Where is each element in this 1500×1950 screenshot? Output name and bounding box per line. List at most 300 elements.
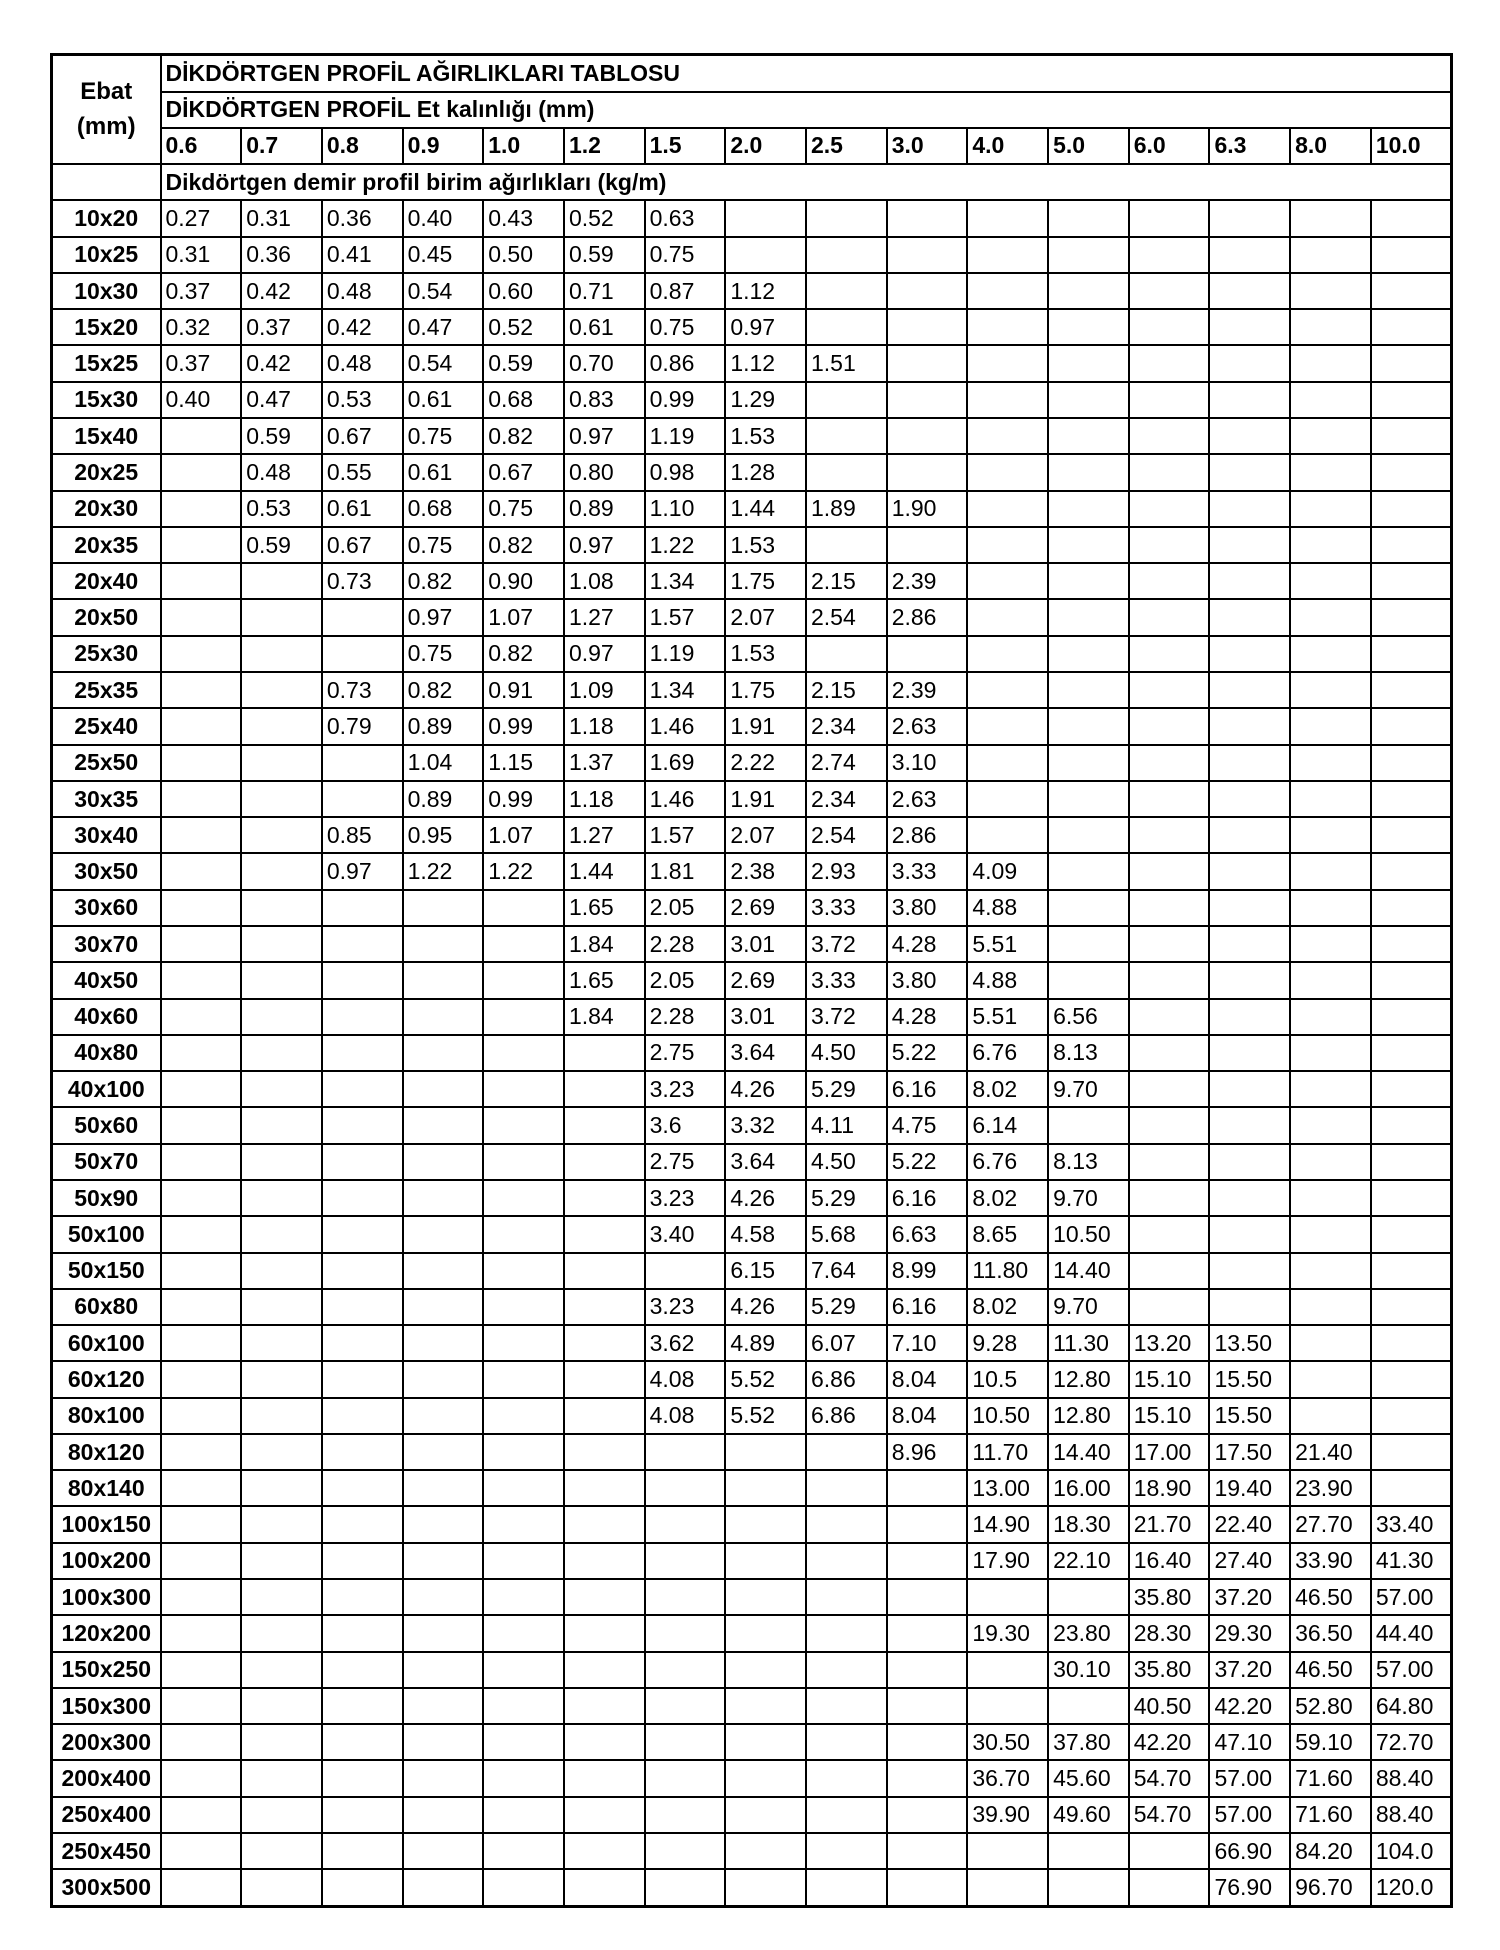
weight-cell: [725, 1615, 806, 1651]
weight-cell: 0.82: [483, 418, 564, 454]
weight-cell: [887, 273, 968, 309]
size-cell: 30x50: [52, 853, 161, 889]
weight-cell: [241, 1543, 322, 1579]
size-cell: 50x150: [52, 1253, 161, 1289]
table-row: [52, 890, 1452, 926]
weight-cell: 0.47: [403, 309, 484, 345]
table-row: [52, 962, 1452, 998]
weight-cell: 40.50: [1129, 1688, 1210, 1724]
weight-cell: 64.80: [1371, 1688, 1452, 1724]
weight-cell: 8.04: [887, 1361, 968, 1397]
weight-cell: 0.75: [483, 491, 564, 527]
weight-cell: [725, 1869, 806, 1906]
weight-cell: [967, 527, 1048, 563]
size-cell: 20x25: [52, 454, 161, 490]
weight-cell: [645, 1579, 726, 1615]
table-row: [52, 1470, 1452, 1506]
weight-cell: 0.50: [483, 237, 564, 273]
weight-cell: 15.10: [1129, 1398, 1210, 1434]
weight-cell: 8.13: [1048, 1144, 1129, 1180]
weight-cell: [483, 1289, 564, 1325]
weight-cell: 9.70: [1048, 1180, 1129, 1216]
weight-cell: 0.42: [322, 309, 403, 345]
weight-cell: 37.20: [1209, 1652, 1290, 1688]
weight-cell: [1129, 708, 1210, 744]
weight-cell: 2.74: [806, 745, 887, 781]
weight-cell: 6.86: [806, 1361, 887, 1397]
weight-cell: [1048, 418, 1129, 454]
weight-cell: 0.52: [564, 200, 645, 236]
weight-cell: [483, 1325, 564, 1361]
weight-cell: [887, 1869, 968, 1906]
weight-cell: [161, 636, 242, 672]
weight-cell: [1129, 1869, 1210, 1906]
weight-cell: [1290, 454, 1371, 490]
weight-cell: [161, 1615, 242, 1651]
table-row: [52, 200, 1452, 236]
weight-cell: 0.89: [564, 491, 645, 527]
size-cell: 50x70: [52, 1144, 161, 1180]
table-row: [52, 1615, 1452, 1651]
weight-cell: 1.75: [725, 672, 806, 708]
weight-cell: 7.10: [887, 1325, 968, 1361]
size-cell: 10x20: [52, 200, 161, 236]
weight-cell: 37.80: [1048, 1724, 1129, 1760]
weight-cell: [322, 1724, 403, 1760]
thickness-header: 2.5: [806, 128, 887, 164]
weight-cell: [1129, 1035, 1210, 1071]
weight-cell: [564, 1035, 645, 1071]
table-row: [52, 527, 1452, 563]
table-row: [52, 781, 1452, 817]
weight-cell: [241, 890, 322, 926]
weight-cell: [887, 1797, 968, 1833]
weight-cell: [1209, 1253, 1290, 1289]
weight-cell: [1048, 237, 1129, 273]
weight-cell: [161, 1325, 242, 1361]
size-cell: 300x500: [52, 1869, 161, 1906]
weight-cell: [1290, 1216, 1371, 1252]
weight-cell: [1209, 1289, 1290, 1325]
weight-cell: 1.57: [645, 599, 726, 635]
weight-cell: [403, 1543, 484, 1579]
table-row: [52, 817, 1452, 853]
weight-cell: [887, 1760, 968, 1796]
weight-cell: [1371, 636, 1452, 672]
weight-cell: 0.61: [322, 491, 403, 527]
weight-cell: 23.80: [1048, 1615, 1129, 1651]
weight-cell: 19.40: [1209, 1470, 1290, 1506]
weight-cell: [322, 1216, 403, 1252]
weight-cell: 1.34: [645, 672, 726, 708]
weight-cell: 0.37: [161, 345, 242, 381]
weight-cell: [483, 1107, 564, 1143]
weight-cell: 0.61: [403, 454, 484, 490]
weight-cell: 0.40: [403, 200, 484, 236]
weight-cell: 0.89: [403, 708, 484, 744]
weight-cell: 5.29: [806, 1180, 887, 1216]
weight-cell: 47.10: [1209, 1724, 1290, 1760]
weight-cell: [1371, 1107, 1452, 1143]
size-cell: 25x50: [52, 745, 161, 781]
weight-cell: [322, 1506, 403, 1542]
weight-cell: [887, 1615, 968, 1651]
weight-cell: [161, 491, 242, 527]
weight-cell: 2.28: [645, 999, 726, 1035]
weight-cell: [1371, 309, 1452, 345]
weight-cell: [403, 1833, 484, 1869]
weight-cell: [887, 1543, 968, 1579]
weight-cell: [967, 1869, 1048, 1906]
weight-cell: 4.28: [887, 926, 968, 962]
weight-cell: [483, 1180, 564, 1216]
weight-cell: [1290, 599, 1371, 635]
weight-cell: [1290, 309, 1371, 345]
weight-cell: 17.90: [967, 1543, 1048, 1579]
size-cell: 250x450: [52, 1833, 161, 1869]
table-row: [52, 1579, 1452, 1615]
weight-cell: 9.70: [1048, 1289, 1129, 1325]
weight-cell: [161, 1833, 242, 1869]
weight-cell: [322, 962, 403, 998]
weight-cell: [645, 1506, 726, 1542]
weight-cell: 0.59: [241, 418, 322, 454]
weight-cell: 0.61: [564, 309, 645, 345]
weight-cell: [322, 1398, 403, 1434]
weight-cell: [1371, 1071, 1452, 1107]
weight-cell: 2.63: [887, 781, 968, 817]
weight-cell: 4.58: [725, 1216, 806, 1252]
weight-cell: [1129, 817, 1210, 853]
weight-cell: [241, 962, 322, 998]
weight-cell: [887, 418, 968, 454]
table-row: [52, 454, 1452, 490]
weight-cell: 0.87: [645, 273, 726, 309]
thickness-header: 1.5: [645, 128, 726, 164]
weight-cell: 84.20: [1290, 1833, 1371, 1869]
weight-cell: [1048, 491, 1129, 527]
weight-cell: [241, 563, 322, 599]
table-title: DİKDÖRTGEN PROFİL AĞIRLIKLARI TABLOSU: [161, 55, 1452, 92]
weight-cell: [1209, 237, 1290, 273]
weight-cell: [241, 1688, 322, 1724]
weight-cell: 0.54: [403, 345, 484, 381]
weight-cell: [161, 999, 242, 1035]
weight-cell: [1209, 926, 1290, 962]
weight-cell: [564, 1144, 645, 1180]
weight-cell: [1048, 962, 1129, 998]
weight-cell: [806, 636, 887, 672]
weight-cell: 2.28: [645, 926, 726, 962]
weight-cell: 0.85: [322, 817, 403, 853]
weight-cell: 1.37: [564, 745, 645, 781]
weight-cell: [161, 418, 242, 454]
weight-cell: [1048, 636, 1129, 672]
weight-cell: [161, 1797, 242, 1833]
weight-cell: 0.99: [645, 382, 726, 418]
weight-cell: 88.40: [1371, 1760, 1452, 1796]
weight-cell: [1209, 563, 1290, 599]
weight-cell: [403, 1615, 484, 1651]
weight-cell: [1290, 745, 1371, 781]
weight-cell: [161, 890, 242, 926]
weight-cell: [887, 309, 968, 345]
weight-cell: [1129, 962, 1210, 998]
weight-cell: 4.75: [887, 1107, 968, 1143]
size-cell: 60x80: [52, 1289, 161, 1325]
weight-cell: [1209, 1071, 1290, 1107]
weight-cell: [967, 563, 1048, 599]
size-cell: 25x40: [52, 708, 161, 744]
size-cell: 20x35: [52, 527, 161, 563]
weight-cell: [806, 454, 887, 490]
weight-cell: [1048, 1107, 1129, 1143]
weight-cell: [564, 1107, 645, 1143]
weight-cell: 0.82: [403, 563, 484, 599]
weight-cell: 0.83: [564, 382, 645, 418]
weight-cell: [403, 1470, 484, 1506]
weight-cell: [161, 1688, 242, 1724]
table-row: [52, 999, 1452, 1035]
weight-cell: [241, 1579, 322, 1615]
weight-cell: [322, 1144, 403, 1180]
weight-cell: [645, 1615, 726, 1651]
weight-cell: [483, 1797, 564, 1833]
table-row: [52, 345, 1452, 381]
weight-cell: [806, 309, 887, 345]
weight-cell: 41.30: [1371, 1543, 1452, 1579]
weight-cell: [161, 1071, 242, 1107]
weight-cell: 1.53: [725, 527, 806, 563]
weight-cell: [645, 1470, 726, 1506]
weight-cell: 0.68: [483, 382, 564, 418]
weight-cell: [322, 1579, 403, 1615]
weight-cell: [161, 1434, 242, 1470]
weight-cell: [1290, 817, 1371, 853]
weight-cell: [1371, 1434, 1452, 1470]
weight-cell: 6.16: [887, 1180, 968, 1216]
weight-cell: [161, 1724, 242, 1760]
weight-cell: 5.52: [725, 1361, 806, 1397]
weight-cell: 1.22: [483, 853, 564, 889]
weight-cell: [241, 1180, 322, 1216]
weight-cell: [725, 1470, 806, 1506]
weight-cell: 0.31: [161, 237, 242, 273]
weight-cell: [806, 1688, 887, 1724]
size-cell: 15x25: [52, 345, 161, 381]
size-cell: 30x40: [52, 817, 161, 853]
weight-cell: [1371, 1325, 1452, 1361]
size-cell: 15x20: [52, 309, 161, 345]
size-cell: 60x120: [52, 1361, 161, 1397]
weight-cell: [161, 1579, 242, 1615]
weight-cell: [725, 1688, 806, 1724]
weight-cell: [161, 1398, 242, 1434]
weight-cell: 0.45: [403, 237, 484, 273]
weight-cell: [322, 1797, 403, 1833]
size-cell: 40x80: [52, 1035, 161, 1071]
weight-cell: [1290, 527, 1371, 563]
size-cell: 200x300: [52, 1724, 161, 1760]
size-cell: 15x30: [52, 382, 161, 418]
weight-cell: [1371, 200, 1452, 236]
weight-cell: 1.27: [564, 599, 645, 635]
thickness-header-row: [52, 128, 1452, 164]
weight-cell: 2.34: [806, 708, 887, 744]
weight-cell: [403, 1652, 484, 1688]
weight-cell: [1048, 853, 1129, 889]
weight-cell: [1048, 1833, 1129, 1869]
weight-cell: [403, 1361, 484, 1397]
thickness-header: 0.9: [403, 128, 484, 164]
size-cell: 50x60: [52, 1107, 161, 1143]
weight-cell: [403, 1035, 484, 1071]
weight-cell: 2.22: [725, 745, 806, 781]
weight-cell: [967, 1579, 1048, 1615]
weight-cell: [564, 1760, 645, 1796]
weight-cell: 10.50: [1048, 1216, 1129, 1252]
weight-cell: [1290, 853, 1371, 889]
weight-cell: [564, 1615, 645, 1651]
table-row: [52, 1398, 1452, 1434]
weight-cell: [887, 527, 968, 563]
weight-cell: [1290, 1253, 1371, 1289]
weight-cell: [1209, 491, 1290, 527]
weight-cell: 6.16: [887, 1289, 968, 1325]
weight-cell: [322, 926, 403, 962]
weight-cell: 46.50: [1290, 1579, 1371, 1615]
weight-cell: [1371, 454, 1452, 490]
weight-cell: 15.50: [1209, 1361, 1290, 1397]
weight-cell: [483, 1869, 564, 1906]
weight-cell: [564, 1833, 645, 1869]
weight-cell: [241, 853, 322, 889]
weight-cell: [322, 1071, 403, 1107]
weight-cell: [322, 1289, 403, 1325]
weight-cell: [1209, 599, 1290, 635]
table-row: [52, 1216, 1452, 1252]
weight-cell: 0.75: [403, 636, 484, 672]
weight-cell: [1129, 1253, 1210, 1289]
weight-cell: 0.99: [483, 708, 564, 744]
weight-cell: 0.97: [564, 527, 645, 563]
weight-cell: [1129, 237, 1210, 273]
weight-cell: [1290, 1325, 1371, 1361]
weight-cell: 0.79: [322, 708, 403, 744]
thickness-label-row: [52, 92, 1452, 128]
weight-cell: 0.48: [322, 273, 403, 309]
thickness-header: 4.0: [967, 128, 1048, 164]
weight-cell: [1209, 745, 1290, 781]
weight-cell: [1371, 1398, 1452, 1434]
weight-cell: [1371, 817, 1452, 853]
size-cell: 100x150: [52, 1506, 161, 1542]
weight-cell: 9.28: [967, 1325, 1048, 1361]
weight-cell: [161, 781, 242, 817]
table-row: [52, 1325, 1452, 1361]
weight-cell: 29.30: [1209, 1615, 1290, 1651]
weight-cell: [725, 1797, 806, 1833]
thickness-header: 6.3: [1209, 128, 1290, 164]
weight-cell: 6.63: [887, 1216, 968, 1252]
size-cell: 30x60: [52, 890, 161, 926]
weight-cell: [645, 1797, 726, 1833]
weight-cell: 19.30: [967, 1615, 1048, 1651]
weight-cell: [725, 1652, 806, 1688]
table-row: [52, 1253, 1452, 1289]
weight-cell: [1129, 745, 1210, 781]
table-title-row: [52, 55, 1452, 92]
size-cell: 30x35: [52, 781, 161, 817]
weight-cell: [1290, 491, 1371, 527]
weight-cell: 54.70: [1129, 1760, 1210, 1796]
weight-cell: [241, 1470, 322, 1506]
weight-cell: [161, 1253, 242, 1289]
weight-cell: [1209, 454, 1290, 490]
weight-cell: [322, 1253, 403, 1289]
weight-cell: 2.39: [887, 672, 968, 708]
weight-cell: [241, 1325, 322, 1361]
size-cell: 100x300: [52, 1579, 161, 1615]
weight-cell: [1290, 1035, 1371, 1071]
weight-cell: 0.97: [564, 636, 645, 672]
weight-cell: 12.80: [1048, 1361, 1129, 1397]
weight-cell: [1048, 708, 1129, 744]
weight-cell: [403, 1398, 484, 1434]
weight-cell: 0.59: [564, 237, 645, 273]
weight-cell: [1290, 999, 1371, 1035]
weight-cell: 11.70: [967, 1434, 1048, 1470]
weight-cell: 37.20: [1209, 1579, 1290, 1615]
weight-cell: [1129, 382, 1210, 418]
table-row: [52, 1869, 1452, 1906]
weight-cell: [645, 1434, 726, 1470]
weight-cell: 2.38: [725, 853, 806, 889]
weight-cell: [1048, 781, 1129, 817]
weight-cell: [483, 1652, 564, 1688]
weight-cell: [1371, 527, 1452, 563]
weight-cell: [967, 1833, 1048, 1869]
weight-cell: [645, 1833, 726, 1869]
weight-cell: 11.30: [1048, 1325, 1129, 1361]
weight-cell: [483, 1724, 564, 1760]
weight-cell: [967, 382, 1048, 418]
weight-cell: 5.52: [725, 1398, 806, 1434]
weight-cell: 0.55: [322, 454, 403, 490]
weight-cell: 4.50: [806, 1035, 887, 1071]
weight-cell: 1.12: [725, 345, 806, 381]
weight-cell: 2.15: [806, 563, 887, 599]
weight-cell: [806, 1615, 887, 1651]
size-cell: 20x30: [52, 491, 161, 527]
weight-cell: [483, 1398, 564, 1434]
weight-cell: [1129, 1071, 1210, 1107]
weight-cell: 1.07: [483, 817, 564, 853]
weight-cell: [645, 1724, 726, 1760]
weight-cell: 18.90: [1129, 1470, 1210, 1506]
weight-cell: [403, 1688, 484, 1724]
weight-cell: [967, 672, 1048, 708]
table-row: [52, 1071, 1452, 1107]
weight-cell: [161, 1869, 242, 1906]
weight-cell: [241, 1833, 322, 1869]
weight-cell: 0.67: [322, 418, 403, 454]
thickness-header: 6.0: [1129, 128, 1210, 164]
weight-cell: 42.20: [1129, 1724, 1210, 1760]
weight-cell: 12.80: [1048, 1398, 1129, 1434]
weight-cell: 0.37: [241, 309, 322, 345]
weight-cell: [1048, 672, 1129, 708]
